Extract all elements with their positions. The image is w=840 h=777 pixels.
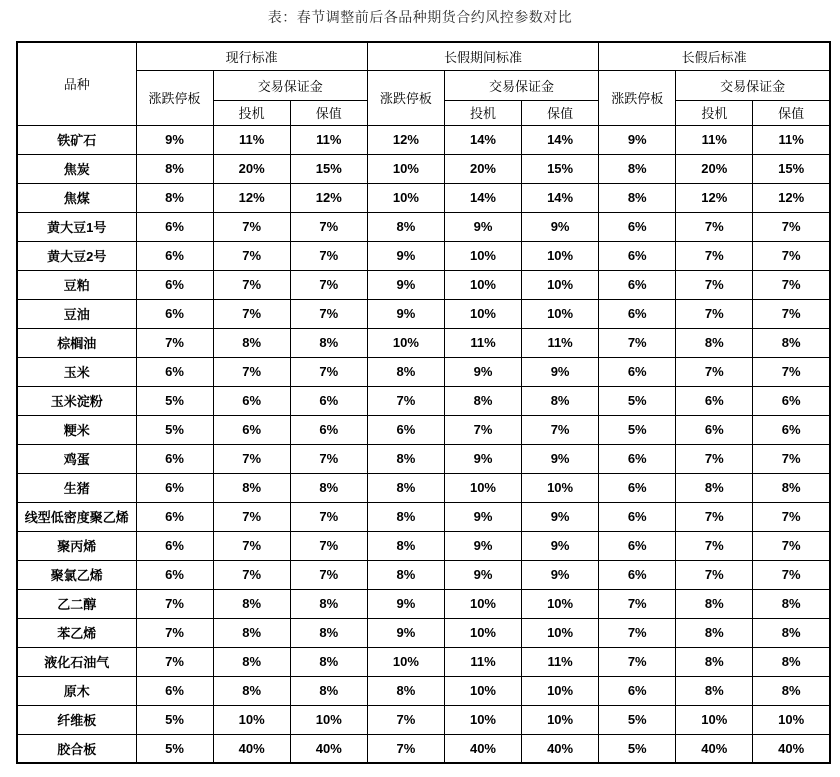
value-cell: 14% — [444, 183, 521, 212]
value-cell: 6% — [213, 415, 290, 444]
product-name: 线型低密度聚乙烯 — [17, 502, 136, 531]
value-cell: 5% — [599, 415, 676, 444]
value-cell: 7% — [522, 415, 599, 444]
value-cell: 10% — [753, 705, 830, 734]
value-cell: 6% — [290, 386, 367, 415]
value-cell: 8% — [367, 357, 444, 386]
value-cell: 8% — [213, 676, 290, 705]
value-cell: 7% — [290, 560, 367, 589]
value-cell: 9% — [444, 357, 521, 386]
value-cell: 8% — [213, 589, 290, 618]
value-cell: 10% — [522, 618, 599, 647]
value-cell: 40% — [522, 734, 599, 763]
value-cell: 8% — [444, 386, 521, 415]
value-cell: 8% — [676, 618, 753, 647]
value-cell: 8% — [290, 328, 367, 357]
table-row — [17, 357, 830, 386]
value-cell: 10% — [522, 473, 599, 502]
column-header-price-limit-holiday: 涨跌停板 — [367, 70, 444, 125]
value-cell: 9% — [522, 502, 599, 531]
table-row — [17, 444, 830, 473]
table-row — [17, 328, 830, 357]
product-name: 豆油 — [17, 299, 136, 328]
value-cell: 7% — [753, 299, 830, 328]
value-cell: 5% — [136, 734, 213, 763]
value-cell: 9% — [367, 618, 444, 647]
column-header-margin-holiday: 交易保证金 — [444, 70, 598, 100]
value-cell: 7% — [676, 212, 753, 241]
value-cell: 8% — [213, 473, 290, 502]
value-cell: 6% — [599, 270, 676, 299]
value-cell: 10% — [213, 705, 290, 734]
value-cell: 7% — [367, 386, 444, 415]
value-cell: 7% — [213, 212, 290, 241]
value-cell: 9% — [599, 125, 676, 154]
value-cell: 8% — [753, 676, 830, 705]
value-cell: 6% — [136, 676, 213, 705]
value-cell: 10% — [444, 241, 521, 270]
value-cell: 8% — [367, 531, 444, 560]
table-row — [17, 154, 830, 183]
value-cell: 8% — [676, 589, 753, 618]
value-cell: 5% — [136, 415, 213, 444]
value-cell: 8% — [136, 183, 213, 212]
value-cell: 8% — [676, 647, 753, 676]
value-cell: 9% — [522, 444, 599, 473]
value-cell: 8% — [676, 676, 753, 705]
value-cell: 11% — [676, 125, 753, 154]
column-header-margin-current: 交易保证金 — [213, 70, 367, 100]
value-cell: 12% — [753, 183, 830, 212]
value-cell: 8% — [290, 473, 367, 502]
product-name: 黄大豆1号 — [17, 212, 136, 241]
value-cell: 7% — [676, 270, 753, 299]
value-cell: 11% — [290, 125, 367, 154]
value-cell: 7% — [213, 444, 290, 473]
table-row — [17, 125, 830, 154]
value-cell: 8% — [753, 618, 830, 647]
value-cell: 10% — [676, 705, 753, 734]
value-cell: 7% — [753, 531, 830, 560]
value-cell: 7% — [136, 589, 213, 618]
value-cell: 8% — [290, 676, 367, 705]
value-cell: 6% — [136, 270, 213, 299]
value-cell: 10% — [367, 154, 444, 183]
value-cell: 7% — [290, 357, 367, 386]
table-row — [17, 473, 830, 502]
value-cell: 7% — [213, 357, 290, 386]
value-cell: 15% — [753, 154, 830, 183]
value-cell: 7% — [136, 328, 213, 357]
value-cell: 40% — [213, 734, 290, 763]
value-cell: 6% — [676, 415, 753, 444]
value-cell: 9% — [367, 241, 444, 270]
value-cell: 6% — [599, 212, 676, 241]
table-row — [17, 183, 830, 212]
value-cell: 40% — [676, 734, 753, 763]
column-header-speculation-holiday: 投机 — [444, 100, 521, 125]
value-cell: 8% — [290, 647, 367, 676]
value-cell: 7% — [753, 270, 830, 299]
value-cell: 7% — [290, 502, 367, 531]
product-name: 焦煤 — [17, 183, 136, 212]
value-cell: 9% — [136, 125, 213, 154]
value-cell: 8% — [599, 154, 676, 183]
value-cell: 6% — [599, 676, 676, 705]
table-header — [17, 42, 830, 125]
table-row — [17, 299, 830, 328]
group-header-current-standard: 现行标准 — [136, 42, 367, 70]
value-cell: 8% — [753, 473, 830, 502]
value-cell: 7% — [136, 647, 213, 676]
value-cell: 14% — [522, 183, 599, 212]
value-cell: 7% — [753, 560, 830, 589]
product-name: 胶合板 — [17, 734, 136, 763]
value-cell: 7% — [676, 444, 753, 473]
value-cell: 6% — [136, 473, 213, 502]
value-cell: 12% — [676, 183, 753, 212]
product-name: 液化石油气 — [17, 647, 136, 676]
value-cell: 8% — [676, 473, 753, 502]
value-cell: 10% — [522, 589, 599, 618]
value-cell: 10% — [444, 589, 521, 618]
value-cell: 7% — [599, 589, 676, 618]
table-row — [17, 560, 830, 589]
value-cell: 6% — [599, 531, 676, 560]
value-cell: 7% — [290, 444, 367, 473]
product-name: 苯乙烯 — [17, 618, 136, 647]
header-row-subgroups — [17, 70, 830, 100]
value-cell: 6% — [753, 415, 830, 444]
table-row — [17, 241, 830, 270]
value-cell: 9% — [367, 270, 444, 299]
value-cell: 8% — [367, 560, 444, 589]
value-cell: 6% — [599, 444, 676, 473]
value-cell: 9% — [444, 444, 521, 473]
value-cell: 8% — [367, 444, 444, 473]
table-row — [17, 618, 830, 647]
value-cell: 6% — [753, 386, 830, 415]
value-cell: 8% — [367, 676, 444, 705]
column-header-hedging-current: 保值 — [290, 100, 367, 125]
group-header-holiday-standard: 长假期间标准 — [367, 42, 598, 70]
value-cell: 7% — [753, 212, 830, 241]
value-cell: 6% — [136, 357, 213, 386]
value-cell: 8% — [753, 328, 830, 357]
value-cell: 10% — [444, 270, 521, 299]
value-cell: 9% — [522, 212, 599, 241]
value-cell: 11% — [444, 328, 521, 357]
product-name: 棕榈油 — [17, 328, 136, 357]
value-cell: 9% — [367, 589, 444, 618]
column-header-hedging-holiday: 保值 — [522, 100, 599, 125]
table-row — [17, 676, 830, 705]
value-cell: 7% — [444, 415, 521, 444]
value-cell: 9% — [444, 212, 521, 241]
value-cell: 7% — [290, 270, 367, 299]
value-cell: 7% — [676, 560, 753, 589]
column-header-price-limit-current: 涨跌停板 — [136, 70, 213, 125]
value-cell: 6% — [136, 444, 213, 473]
value-cell: 7% — [213, 531, 290, 560]
value-cell: 8% — [753, 647, 830, 676]
value-cell: 8% — [213, 647, 290, 676]
value-cell: 6% — [599, 357, 676, 386]
value-cell: 9% — [522, 357, 599, 386]
value-cell: 6% — [136, 502, 213, 531]
product-name: 玉米淀粉 — [17, 386, 136, 415]
value-cell: 7% — [676, 299, 753, 328]
product-name: 黄大豆2号 — [17, 241, 136, 270]
value-cell: 40% — [290, 734, 367, 763]
value-cell: 12% — [290, 183, 367, 212]
value-cell: 8% — [213, 328, 290, 357]
value-cell: 9% — [522, 560, 599, 589]
table-row — [17, 270, 830, 299]
value-cell: 7% — [213, 560, 290, 589]
table-row — [17, 415, 830, 444]
value-cell: 6% — [136, 241, 213, 270]
table-row — [17, 386, 830, 415]
value-cell: 12% — [213, 183, 290, 212]
table-body — [17, 125, 830, 763]
value-cell: 8% — [213, 618, 290, 647]
value-cell: 10% — [444, 676, 521, 705]
table-row — [17, 212, 830, 241]
value-cell: 20% — [444, 154, 521, 183]
product-name: 玉米 — [17, 357, 136, 386]
value-cell: 7% — [290, 531, 367, 560]
value-cell: 10% — [522, 299, 599, 328]
value-cell: 6% — [599, 560, 676, 589]
column-header-speculation-after: 投机 — [676, 100, 753, 125]
value-cell: 6% — [367, 415, 444, 444]
value-cell: 10% — [444, 618, 521, 647]
risk-parameters-table — [16, 41, 831, 764]
page-title: 表：春节调整前后各品种期货合约风控参数对比 — [267, 9, 573, 25]
product-name: 乙二醇 — [17, 589, 136, 618]
value-cell: 7% — [753, 502, 830, 531]
value-cell: 15% — [522, 154, 599, 183]
value-cell: 6% — [136, 212, 213, 241]
product-name: 鸡蛋 — [17, 444, 136, 473]
value-cell: 10% — [522, 676, 599, 705]
product-name: 铁矿石 — [17, 125, 136, 154]
value-cell: 7% — [599, 647, 676, 676]
product-name: 原木 — [17, 676, 136, 705]
value-cell: 7% — [676, 357, 753, 386]
value-cell: 6% — [136, 560, 213, 589]
product-name: 粳米 — [17, 415, 136, 444]
value-cell: 7% — [213, 270, 290, 299]
value-cell: 10% — [522, 241, 599, 270]
value-cell: 40% — [444, 734, 521, 763]
table-row — [17, 502, 830, 531]
value-cell: 8% — [522, 386, 599, 415]
value-cell: 10% — [522, 705, 599, 734]
value-cell: 7% — [676, 241, 753, 270]
value-cell: 6% — [599, 241, 676, 270]
group-header-after-holiday-standard: 长假后标准 — [599, 42, 830, 70]
value-cell: 8% — [599, 183, 676, 212]
value-cell: 8% — [753, 589, 830, 618]
value-cell: 9% — [367, 299, 444, 328]
value-cell: 11% — [444, 647, 521, 676]
table-row — [17, 589, 830, 618]
value-cell: 40% — [753, 734, 830, 763]
value-cell: 11% — [753, 125, 830, 154]
column-header-margin-after: 交易保证金 — [676, 70, 830, 100]
value-cell: 20% — [213, 154, 290, 183]
value-cell: 5% — [136, 386, 213, 415]
value-cell: 5% — [599, 734, 676, 763]
value-cell: 7% — [676, 531, 753, 560]
value-cell: 5% — [599, 705, 676, 734]
value-cell: 20% — [676, 154, 753, 183]
value-cell: 14% — [444, 125, 521, 154]
value-cell: 7% — [290, 299, 367, 328]
value-cell: 5% — [136, 705, 213, 734]
value-cell: 7% — [213, 502, 290, 531]
value-cell: 11% — [522, 328, 599, 357]
value-cell: 10% — [444, 299, 521, 328]
value-cell: 8% — [136, 154, 213, 183]
value-cell: 12% — [367, 125, 444, 154]
value-cell: 6% — [676, 386, 753, 415]
table-row — [17, 531, 830, 560]
value-cell: 6% — [136, 299, 213, 328]
product-name: 聚丙烯 — [17, 531, 136, 560]
value-cell: 10% — [522, 270, 599, 299]
value-cell: 9% — [444, 502, 521, 531]
value-cell: 7% — [213, 241, 290, 270]
column-header-product: 品种 — [17, 42, 136, 125]
column-header-speculation-current: 投机 — [213, 100, 290, 125]
value-cell: 8% — [367, 502, 444, 531]
value-cell: 10% — [367, 328, 444, 357]
table-row — [17, 734, 830, 763]
value-cell: 10% — [367, 647, 444, 676]
value-cell: 14% — [522, 125, 599, 154]
value-cell: 7% — [599, 328, 676, 357]
value-cell: 7% — [213, 299, 290, 328]
value-cell: 10% — [444, 705, 521, 734]
value-cell: 6% — [599, 299, 676, 328]
product-name: 豆粕 — [17, 270, 136, 299]
value-cell: 11% — [213, 125, 290, 154]
value-cell: 6% — [136, 531, 213, 560]
value-cell: 8% — [676, 328, 753, 357]
value-cell: 9% — [522, 531, 599, 560]
value-cell: 6% — [213, 386, 290, 415]
value-cell: 10% — [444, 473, 521, 502]
value-cell: 8% — [367, 212, 444, 241]
value-cell: 8% — [367, 473, 444, 502]
value-cell: 7% — [290, 241, 367, 270]
value-cell: 7% — [290, 212, 367, 241]
value-cell: 7% — [753, 444, 830, 473]
value-cell: 7% — [753, 241, 830, 270]
value-cell: 9% — [444, 560, 521, 589]
header-row-groups — [17, 42, 830, 70]
value-cell: 10% — [367, 183, 444, 212]
value-cell: 7% — [753, 357, 830, 386]
value-cell: 11% — [522, 647, 599, 676]
product-name: 聚氯乙烯 — [17, 560, 136, 589]
value-cell: 7% — [676, 502, 753, 531]
value-cell: 6% — [290, 415, 367, 444]
value-cell: 8% — [290, 618, 367, 647]
value-cell: 10% — [290, 705, 367, 734]
table-row — [17, 705, 830, 734]
value-cell: 7% — [136, 618, 213, 647]
value-cell: 8% — [290, 589, 367, 618]
value-cell: 5% — [599, 386, 676, 415]
table-row — [17, 647, 830, 676]
column-header-hedging-after: 保值 — [753, 100, 830, 125]
product-name: 焦炭 — [17, 154, 136, 183]
product-name: 纤维板 — [17, 705, 136, 734]
value-cell: 7% — [367, 705, 444, 734]
value-cell: 7% — [599, 618, 676, 647]
value-cell: 6% — [599, 473, 676, 502]
product-name: 生猪 — [17, 473, 136, 502]
value-cell: 7% — [367, 734, 444, 763]
value-cell: 6% — [599, 502, 676, 531]
column-header-price-limit-after: 涨跌停板 — [599, 70, 676, 125]
value-cell: 15% — [290, 154, 367, 183]
value-cell: 9% — [444, 531, 521, 560]
